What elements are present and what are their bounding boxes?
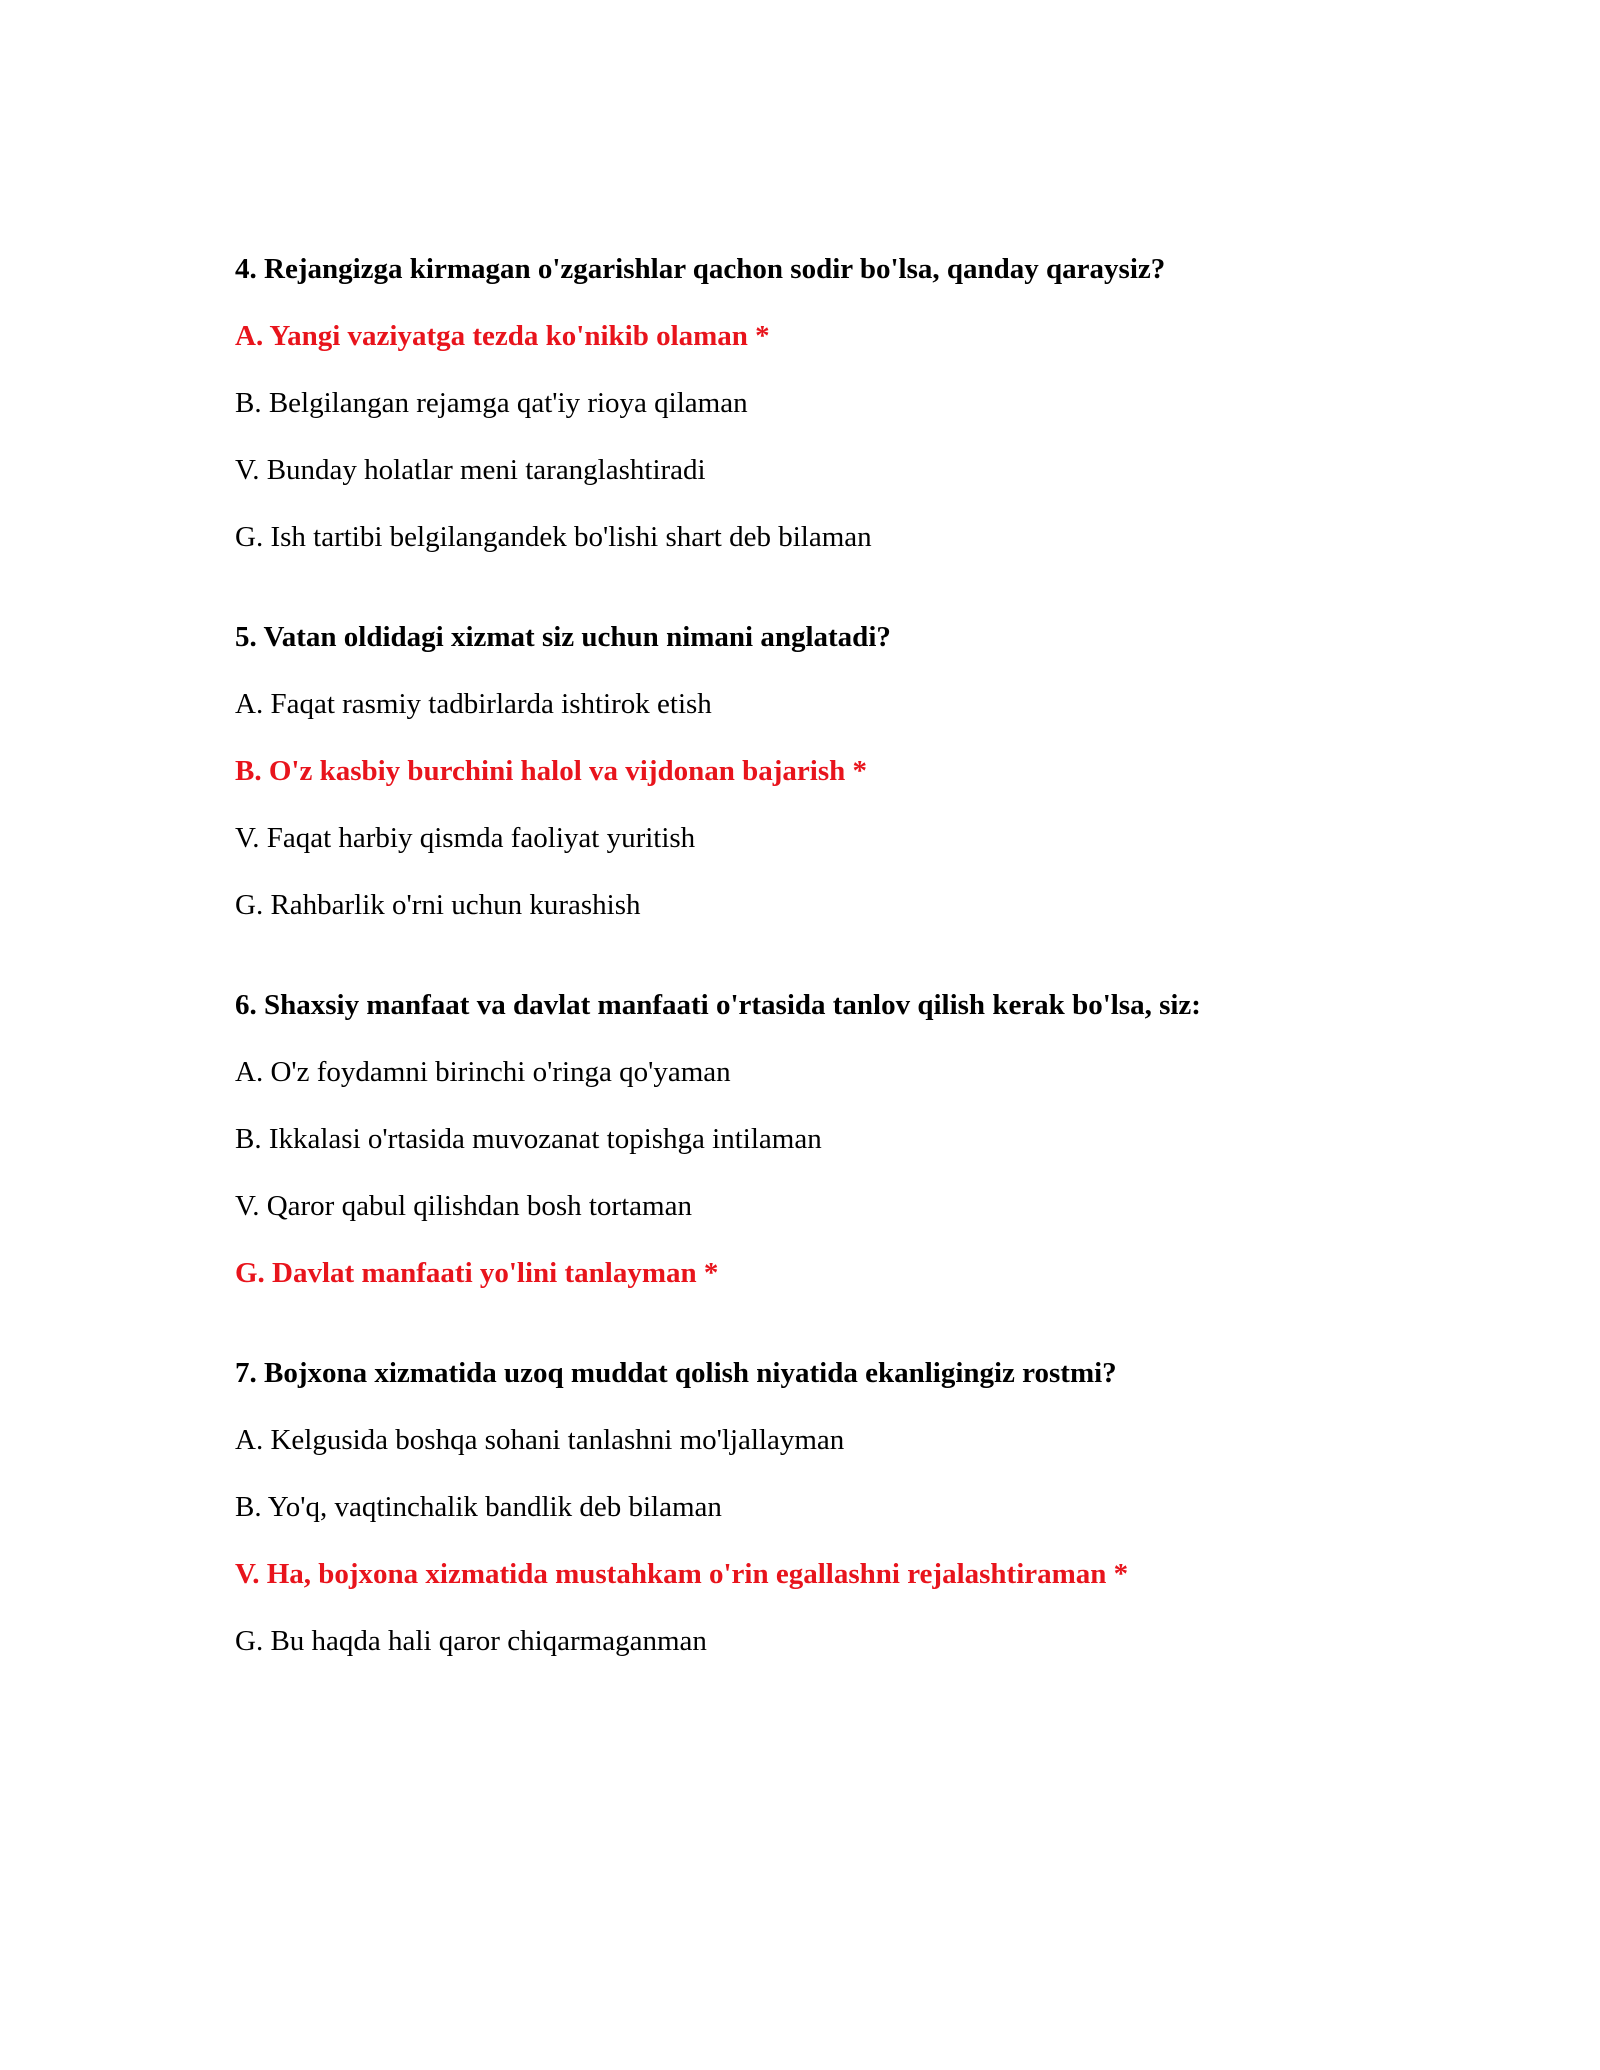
question-block-4 xyxy=(235,252,1485,554)
answer-option-v: V. Faqat harbiy qismda faoliyat yuritish xyxy=(235,822,696,854)
question-text: 5. Vatan oldidagi xizmat siz uchun nimani anglatadi? xyxy=(235,621,891,653)
answer-option-g: G. Davlat manfaati yo'lini tanlayman * xyxy=(235,1257,719,1289)
answer-option-v: V. Ha, bojxona xizmatida mustahkam o'rin egallashni rejalashtiraman * xyxy=(235,1558,1129,1590)
question-block-7 xyxy=(235,1356,1485,1658)
answer-option-b: B. Belgilangan rejamga qat'iy rioya qilaman xyxy=(235,387,748,419)
answer-option-g: G. Bu haqda hali qaror chiqarmaganman xyxy=(235,1625,707,1657)
question-block-5 xyxy=(235,620,1485,922)
answer-option-g: G. Ish tartibi belgilangandek bo'lishi shart deb bilaman xyxy=(235,521,872,553)
answer-option-a: A. Faqat rasmiy tadbirlarda ishtirok etish xyxy=(235,688,712,720)
answer-option-v: V. Bunday holatlar meni taranglashtiradi xyxy=(235,454,706,486)
answer-option-b: B. Ikkalasi o'rtasida muvozanat topishga intilaman xyxy=(235,1123,822,1155)
question-text: 7. Bojxona xizmatida uzoq muddat qolish niyatida ekanligingiz rostmi? xyxy=(235,1357,1117,1389)
question-text: 6. Shaxsiy manfaat va davlat manfaati o'rtasida tanlov qilish kerak bo'lsa, siz: xyxy=(235,989,1201,1021)
question-text: 4. Rejangizga kirmagan o'zgarishlar qachon sodir bo'lsa, qanday qaraysiz? xyxy=(235,253,1166,285)
answer-option-v: V. Qaror qabul qilishdan bosh tortaman xyxy=(235,1190,692,1222)
answer-option-g: G. Rahbarlik o'rni uchun kurashish xyxy=(235,889,641,921)
answer-option-b: B. Yo'q, vaqtinchalik bandlik deb bilaman xyxy=(235,1491,722,1523)
question-list xyxy=(235,252,1485,1724)
question-block-6 xyxy=(235,988,1485,1290)
answer-option-b: B. O'z kasbiy burchini halol va vijdonan bajarish * xyxy=(235,755,867,787)
answer-option-a: A. Yangi vaziyatga tezda ko'nikib olaman * xyxy=(235,320,770,352)
answer-option-a: A. O'z foydamni birinchi o'ringa qo'yaman xyxy=(235,1056,731,1088)
answer-option-a: A. Kelgusida boshqa sohani tanlashni mo'ljallayman xyxy=(235,1424,845,1456)
